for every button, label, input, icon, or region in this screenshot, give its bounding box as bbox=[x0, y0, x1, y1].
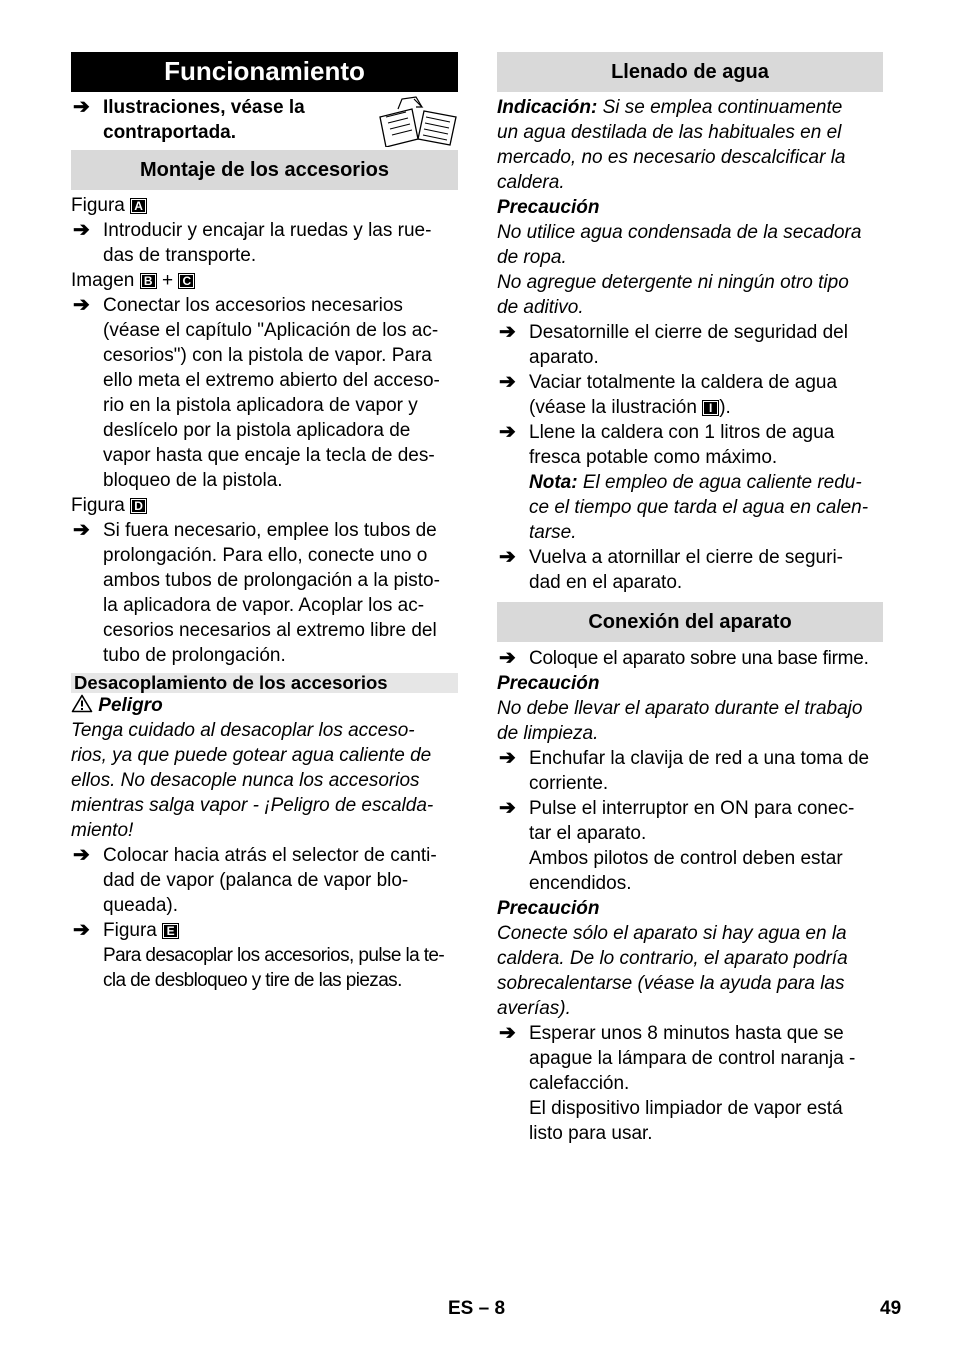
figure-d-badge: D bbox=[130, 498, 147, 514]
step-place-unit: ➔ Coloque el aparato sobre una base firme. bbox=[499, 647, 869, 669]
arrow-icon: ➔ bbox=[73, 844, 90, 866]
mounting-body bbox=[71, 193, 458, 668]
right-column bbox=[497, 52, 883, 1146]
section-heading-decoupling: Desacoplamiento de los accesorios bbox=[71, 673, 458, 693]
danger-text: Tenga cuidado al desacoplar los acceso- rios, ya que puede gotear agua caliente de ellos. No desacople nunca los accesorios mientras salga vapor - ¡Peligro de escalda- miento! bbox=[71, 720, 434, 841]
arrow-icon: ➔ bbox=[499, 321, 516, 343]
step-rescrew-cap: ➔ Vuelva a atornillar el cierre de seguri- dad en el aparato. bbox=[499, 546, 844, 593]
page-title: Funcionamiento bbox=[71, 52, 458, 92]
figure-i-badge: I bbox=[702, 400, 719, 416]
book-icon bbox=[376, 95, 458, 147]
arrow-icon: ➔ bbox=[73, 96, 90, 118]
danger-label: Peligro bbox=[71, 693, 458, 718]
footer-page-number: 49 bbox=[880, 1298, 902, 1319]
step-wait-heating: ➔ Esperar unos 8 minutos hasta que se apague la lámpara de control naranja - calefacción. El dispositivo limpiador de vapor está listo para usar. bbox=[499, 1022, 856, 1144]
arrow-icon: ➔ bbox=[73, 294, 90, 316]
image-bc-ref: Imagen B + C bbox=[71, 268, 458, 293]
figure-b-badge: B bbox=[140, 273, 157, 289]
water-caution-label: Precaución bbox=[497, 197, 600, 218]
connection-caution2-label: Precaución bbox=[497, 898, 600, 919]
arrow-icon: ➔ bbox=[499, 647, 516, 669]
left-column bbox=[71, 52, 458, 993]
illustrations-note: ➔ Ilustraciones, véase la contraportada. bbox=[71, 95, 458, 147]
step-switch-on: ➔ Pulse el interruptor en ON para conec- tar el aparato. Ambos pilotos de control deben estar encendidos. bbox=[499, 797, 855, 894]
arrow-icon: ➔ bbox=[499, 797, 516, 819]
step-connect-accessories: ➔ Conectar los accesorios necesarios (véase el capítulo "Aplicación de los ac- cesorios") con la pistola de vapor. Para ello meta el extremo abierto del acceso- rio en la pistola aplicadora de vapor y deslícelo por la pistola aplicadora de vapor hasta que encaje la tecla de des- bloqueo de la pistola. bbox=[73, 294, 440, 491]
arrow-icon: ➔ bbox=[499, 1022, 516, 1044]
step-plug-in: ➔ Enchufar la clavija de red a una toma de corriente. bbox=[499, 747, 870, 794]
warning-icon bbox=[71, 694, 93, 713]
connection-caution1-label: Precaución bbox=[497, 673, 600, 694]
connection-body bbox=[497, 646, 883, 1146]
figure-d-ref: Figura D bbox=[71, 493, 458, 518]
step-empty-boiler: ➔ Vaciar totalmente la caldera de agua (véase la ilustración I ). bbox=[499, 371, 838, 418]
figure-e-badge: E bbox=[162, 923, 179, 939]
arrow-icon: ➔ bbox=[499, 421, 516, 443]
footer-section-code: ES – 8 bbox=[448, 1298, 506, 1319]
connection-caution1-text: No debe llevar el aparato durante el trabajo de limpieza. bbox=[497, 698, 863, 744]
arrow-icon: ➔ bbox=[499, 747, 516, 769]
section-heading-mounting: Montaje de los accesorios bbox=[71, 150, 458, 190]
arrow-icon: ➔ bbox=[499, 371, 516, 393]
section-heading-water: Llenado de agua bbox=[497, 52, 883, 92]
arrow-icon: ➔ bbox=[73, 519, 90, 541]
fill-tip: Nota: El empleo de agua caliente redu- ce el tiempo que tarda el agua en calen- tarse. bbox=[529, 472, 869, 543]
arrow-icon: ➔ bbox=[73, 919, 90, 941]
step-extension-tubes: ➔ Si fuera necesario, emplee los tubos de prolongación. Para ello, conecte uno o ambos tubos de prolongación a la pisto- la aplicadora de vapor. Acoplar los ac- cesorios necesarios al extremo libre del tubo de prolongación. bbox=[73, 519, 440, 666]
arrow-icon: ➔ bbox=[499, 546, 516, 568]
step-unscrew-cap: ➔ Desatornille el cierre de seguridad del aparato. bbox=[499, 321, 848, 368]
figure-a-ref: Figura A bbox=[71, 193, 458, 218]
water-body bbox=[497, 95, 883, 595]
connection-caution2-text: Conecte sólo el aparato si hay agua en la caldera. De lo contrario, el aparato podría sobrecalentarse (véase la ayuda para las averías). bbox=[497, 923, 848, 1019]
figure-a-badge: A bbox=[130, 198, 147, 214]
step-fill-boiler: ➔ Llene la caldera con 1 litros de agua fresca potable como máximo. Nota: El empleo de agua caliente redu- ce el tiempo que tarda el agua en calen- tarse. bbox=[497, 420, 883, 545]
step-figure-e: ➔ Figura E Para desacoplar los accesorios, pulse la te- cla de desbloqueo y tire de las piezas. bbox=[73, 919, 445, 991]
section-heading-connection: Conexión del aparato bbox=[497, 602, 883, 642]
decoupling-body bbox=[71, 693, 458, 993]
figure-c-badge: C bbox=[178, 273, 195, 289]
water-caution-text: No utilice agua condensada de la secadora de ropa. No agregue detergente ni ningún otro tipo de aditivo. bbox=[497, 222, 862, 318]
arrow-icon: ➔ bbox=[73, 219, 90, 241]
step-steam-selector: ➔ Colocar hacia atrás el selector de canti- dad de vapor (palanca de vapor blo- queada). bbox=[73, 844, 437, 916]
water-note: Indicación: Si se emplea continuamente un agua destilada de las habituales en el mercado, no es necesario descalcificar la caldera. bbox=[497, 97, 846, 193]
step-wheels: ➔ Introducir y encajar la ruedas y las rue- das de transporte. bbox=[73, 219, 432, 266]
